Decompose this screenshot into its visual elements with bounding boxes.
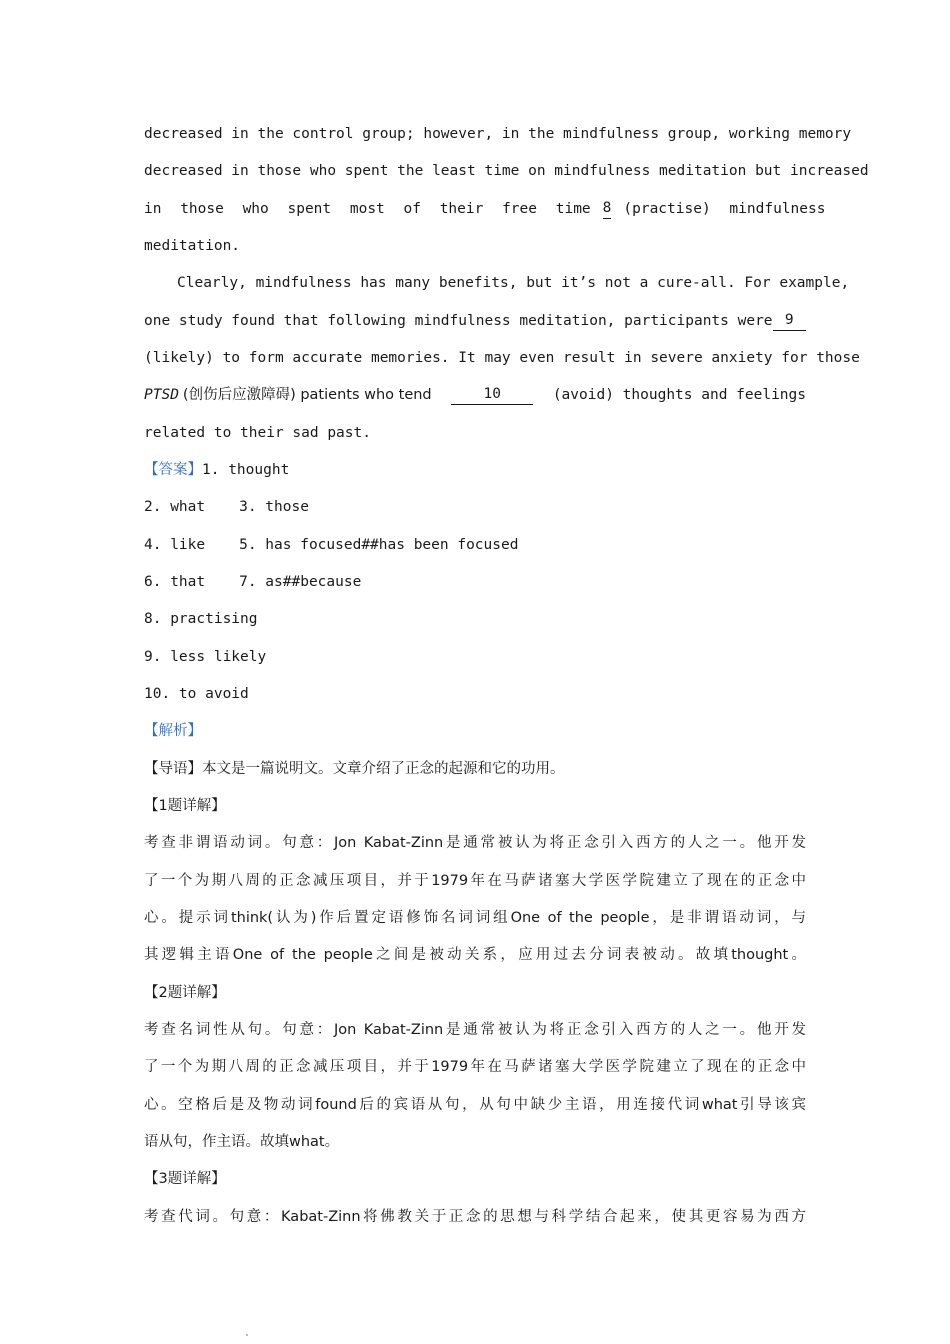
page-mark [246, 1334, 248, 1336]
analysis-line: 语从句，作主语。故填what。 [144, 1134, 340, 1150]
analysis-line: 考查名词性从句。句意：Jon Kabat-Zinn是通常被认为将正念引入西方的人之一。他开发 [144, 1022, 806, 1038]
answer-6: 6. that [144, 574, 206, 590]
passage-line: decreased in the control group; however, in the mindfulness group, working memory [144, 126, 852, 142]
answer-2: 2. what [144, 499, 206, 515]
answer-8: 8. practising [144, 611, 258, 627]
passage-line: decreased in those who spent the least time on mindfulness meditation but increased [144, 163, 869, 179]
analysis-line: 了一个为期八周的正念减压项目，并于1979年在马萨诸塞大学医学院建立了现在的正念中 [144, 873, 806, 889]
answer-line [144, 460, 806, 480]
answer-line [144, 572, 806, 592]
analysis-line: 考查代词。句意：Kabat-Zinn将佛教关于正念的思想与科学结合起来，使其更容易为西方 [144, 1209, 806, 1225]
answer-line [144, 497, 806, 517]
passage-text: (创伤后应激障碍) patients who tend [182, 387, 432, 403]
passage-line-blank-9 [144, 311, 806, 331]
analysis-intro: 【导语】本文是一篇说明文。文章介绍了正念的起源和它的功用。 [144, 761, 565, 777]
analysis-line: 心。空格后是及物动词found后的宾语从句，从句中缺少主语，用连接代词what引导该宾 [144, 1097, 806, 1113]
passage-line: Clearly, mindfulness has many benefits, but it’s not a cure-all. For example, [177, 275, 850, 291]
passage-text: PTSD [144, 387, 179, 403]
passage-line: (likely) to form accurate memories. It may even result in severe anxiety for those [144, 350, 860, 366]
passage-line-blank-8 [144, 199, 826, 219]
passage-text: (practise) mindfulness [623, 201, 826, 217]
answer-line [144, 535, 806, 555]
q2-heading: 【2题详解】 [144, 985, 226, 1001]
answer-7: 7. as##because [239, 574, 362, 590]
answer-1: 1. thought [202, 462, 290, 478]
analysis-tag: 【解析】 [144, 723, 202, 739]
answer-tag: 【答案】 [144, 462, 202, 478]
blank-9: 9 [773, 311, 806, 331]
analysis-line: 其逻辑主语One of the people之间是被动关系，应用过去分词表被动。故填thought。 [144, 947, 806, 963]
passage-line: meditation. [144, 238, 241, 254]
q1-heading: 【1题详解】 [144, 798, 226, 814]
answer-4: 4. like [144, 537, 206, 553]
passage-text: (avoid) thoughts and feelings [552, 387, 806, 403]
passage-line: related to their sad past. [144, 425, 371, 441]
answer-5: 5. has focused##has been focused [239, 537, 519, 553]
answer-9: 9. less likely [144, 649, 267, 665]
passage-line-blank-10 [144, 385, 806, 405]
analysis-line: 心。提示词think(认为)作后置定语修饰名词词组One of the people，是非谓语动词，与 [144, 910, 806, 926]
blank-8: 8 [603, 199, 612, 219]
passage-text: in those who spent most of their free time [144, 201, 591, 217]
passage-text: one study found that following mindfulness meditation, participants were [144, 313, 773, 329]
q3-heading: 【3题详解】 [144, 1171, 226, 1187]
answer-10: 10. to avoid [144, 686, 249, 702]
analysis-line: 了一个为期八周的正念减压项目，并于1979年在马萨诸塞大学医学院建立了现在的正念中 [144, 1059, 806, 1075]
blank-10: 10 [451, 385, 533, 405]
analysis-line: 考查非谓语动词。句意：Jon Kabat-Zinn是通常被认为将正念引入西方的人之一。他开发 [144, 835, 806, 851]
answer-3: 3. those [239, 499, 309, 515]
